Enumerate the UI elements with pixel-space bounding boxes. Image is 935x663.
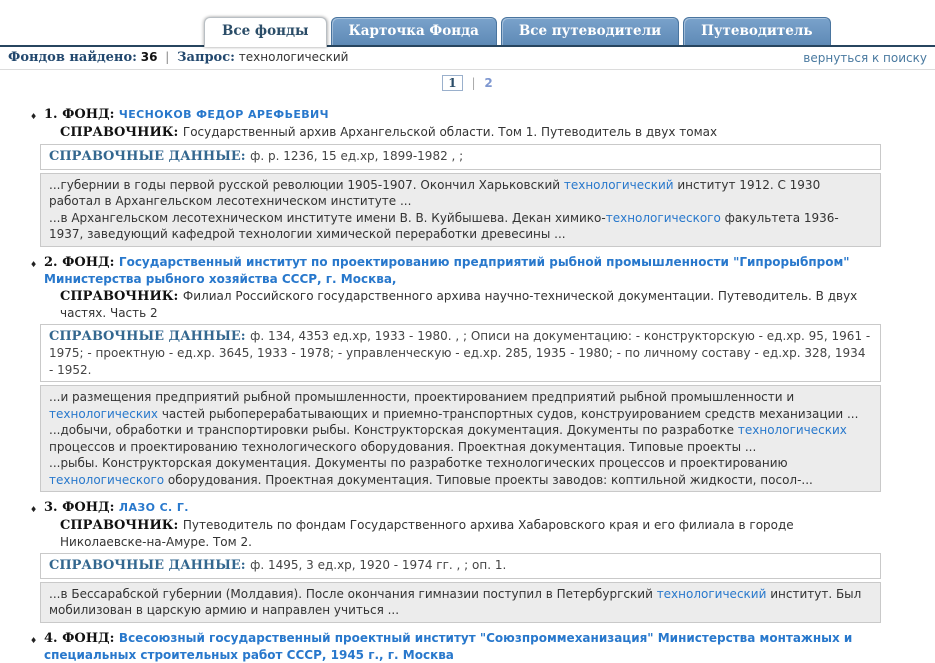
entry-number-label: 2. ФОНД: [44, 254, 119, 270]
search-result-entry [0, 630, 935, 663]
results-header [0, 47, 935, 70]
search-result-entry [0, 106, 935, 247]
reference-label: СПРАВОЧНИК: [60, 125, 183, 140]
fond-data-box [40, 553, 881, 579]
snippet-highlight: технологического [49, 472, 165, 487]
snippet-highlight: технологических [737, 423, 847, 437]
snippet-line [49, 177, 872, 210]
header-separator: | [165, 50, 170, 64]
snippet-text: факультета 1936-1937, заведующий кафедрой технологии химической переработки древесины ... [49, 210, 839, 241]
snippet-highlight: технологических [49, 406, 158, 421]
reference-text: Государственный архив Архангельской области. Том 1. Путеводитель в двух томах [182, 125, 718, 139]
fond-title-link[interactable]: Государственный институт по проектированию предприятий рыбной промышленности "Гипрорыбпром" Министерства рыбного хозяйства СССР, г. Москва, [44, 254, 850, 286]
bullet-diamond-icon: ♦ [30, 112, 38, 121]
snippet-text: институт. Был мобилизован в царскую армию и направлен учиться ... [49, 586, 862, 617]
snippet-box [40, 385, 881, 492]
fond-data-label: СПРАВОЧНЫЕ ДАННЫЕ: [49, 149, 251, 164]
results-summary [8, 50, 348, 65]
query-label: Запрос: [177, 50, 235, 65]
pagination-separator: | [471, 76, 476, 90]
search-result-entry [0, 254, 935, 493]
snippet-text: ...в Бессарабской губернии (Молдавия). После окончания гимназии поступил в Петербургский [49, 586, 657, 601]
fond-title-link[interactable]: ЧЕСНОКОВ ФЕДОР АРЕФЬЕВИЧ [118, 108, 329, 121]
fond-data-box [40, 324, 881, 383]
entry-header [0, 499, 935, 516]
tab-all-guides[interactable]: Все путеводители [501, 17, 679, 45]
snippet-text: ...и размещения предприятий рыбной промышленности, проектированием предприятий рыбной промышленности и [49, 390, 795, 404]
search-result-entry [0, 499, 935, 623]
reference-text: Филиал Российского государственного архива научно-технической документации. Путеводитель. В двух частях. Часть 2 [60, 288, 858, 320]
entry-number-label: 3. ФОНД: [44, 500, 119, 515]
reference-label: СПРАВОЧНИК: [60, 518, 183, 533]
snippet-text: ...добычи, обработки и транспортировки рыбы. Конструкторская документация. Документы по разработке [49, 423, 738, 437]
reference-text: Путеводитель по фондам Государственного архива Хабаровского края и его филиала в городе Николаевске-на-Амуре. Том 2. [60, 518, 794, 549]
bullet-diamond-icon: ♦ [30, 259, 38, 269]
fond-data-label: СПРАВОЧНЫЕ ДАННЫЕ: [49, 328, 251, 344]
found-count: 36 [140, 50, 158, 64]
back-to-search-link[interactable]: вернуться к поиску [803, 50, 927, 65]
snippet-highlight: технологического [605, 210, 721, 225]
fond-data-label: СПРАВОЧНЫЕ ДАННЫЕ: [49, 558, 251, 573]
fond-data-text: ф. 1495, 3 ед.хр, 1920 - 1974 гг. , ; оп. 1. [250, 558, 507, 572]
entry-header [0, 630, 935, 663]
snippet-line [49, 210, 872, 243]
snippet-highlight: технологический [656, 586, 767, 601]
entry-number-label: 4. ФОНД: [44, 630, 119, 646]
bullet-diamond-icon: ♦ [30, 635, 38, 645]
snippet-text: оборудования. Проектная документация. Типовые проекты заводов: коптильной жидкости, посол-... [164, 472, 813, 487]
snippet-text: ...рыбы. Конструкторская документация. Документы по разработке технологических процессов и проектированию [49, 456, 788, 470]
entry-number-label: 1. ФОНД: [44, 107, 119, 122]
snippet-line [49, 455, 872, 488]
snippet-highlight: технологический [563, 177, 674, 192]
reference-line [60, 124, 881, 141]
found-label: Фондов найдено: [8, 50, 137, 65]
snippet-text: частей рыбоперерабатывающих и приемно-транспортных судов, конструированием средств механизации ... [158, 406, 859, 421]
tab-fond-card[interactable]: Карточка Фонда [331, 17, 497, 45]
snippet-box [40, 173, 881, 247]
snippet-line [49, 389, 872, 422]
pagination [0, 70, 935, 97]
fond-data-text: ф. р. 1236, 15 ед.хр, 1899-1982 , ; [250, 149, 464, 163]
tab-guide[interactable]: Путеводитель [683, 17, 830, 45]
entry-header [0, 254, 935, 287]
snippet-text: ...губернии в годы первой русской революции 1905-1907. Окончил Харьковский [49, 177, 564, 192]
entry-header [0, 106, 935, 123]
snippet-text: ...в Архангельском лесотехническом институте имени В. В. Куйбышева. Декан химико- [49, 210, 606, 225]
bullet-diamond-icon: ♦ [30, 505, 38, 514]
snippet-line [49, 586, 872, 619]
snippet-text: институт 1912. С 1930 работал в Архангельском лесотехническом институте ... [49, 177, 821, 208]
tabs-container [204, 17, 935, 45]
tab-bar [0, 0, 935, 47]
reference-line [60, 517, 881, 550]
fond-title-link[interactable]: Всесоюзный государственный проектный институт "Союзпроммеханизация" Министерства монтажных и специальных строительных работ СССР, 1945 г., г. Москва [44, 630, 853, 662]
search-results-list [0, 97, 935, 663]
query-value: технологический [238, 50, 349, 64]
pagination-current-page: 1 [442, 75, 462, 91]
reference-label: СПРАВОЧНИК: [60, 288, 183, 304]
snippet-box [40, 582, 881, 623]
reference-line [60, 288, 881, 321]
fond-data-box [40, 144, 881, 170]
snippet-line [49, 422, 872, 455]
fond-title-link[interactable]: ЛАЗО С. Г. [118, 501, 189, 514]
pagination-page-2-link[interactable]: 2 [484, 76, 493, 90]
tab-all-fonds[interactable]: Все фонды [204, 17, 327, 47]
snippet-text: процессов и проектированию технологического оборудования. Проектная документация. Типовые проекты ... [49, 439, 757, 454]
fond-data-text: ф. 134, 4353 ед.хр, 1933 - 1980. , ; Описи на документацию: - конструкторскую - ед.хр. 95, 1961 - 1975; - проектную - ед.хр. 3645, 1933 - 1978; - управленческую - ед.хр. 285, 1935 - 1980; - по личному составу - ед.хр. 328, 1934 - 1952. [49, 328, 871, 377]
